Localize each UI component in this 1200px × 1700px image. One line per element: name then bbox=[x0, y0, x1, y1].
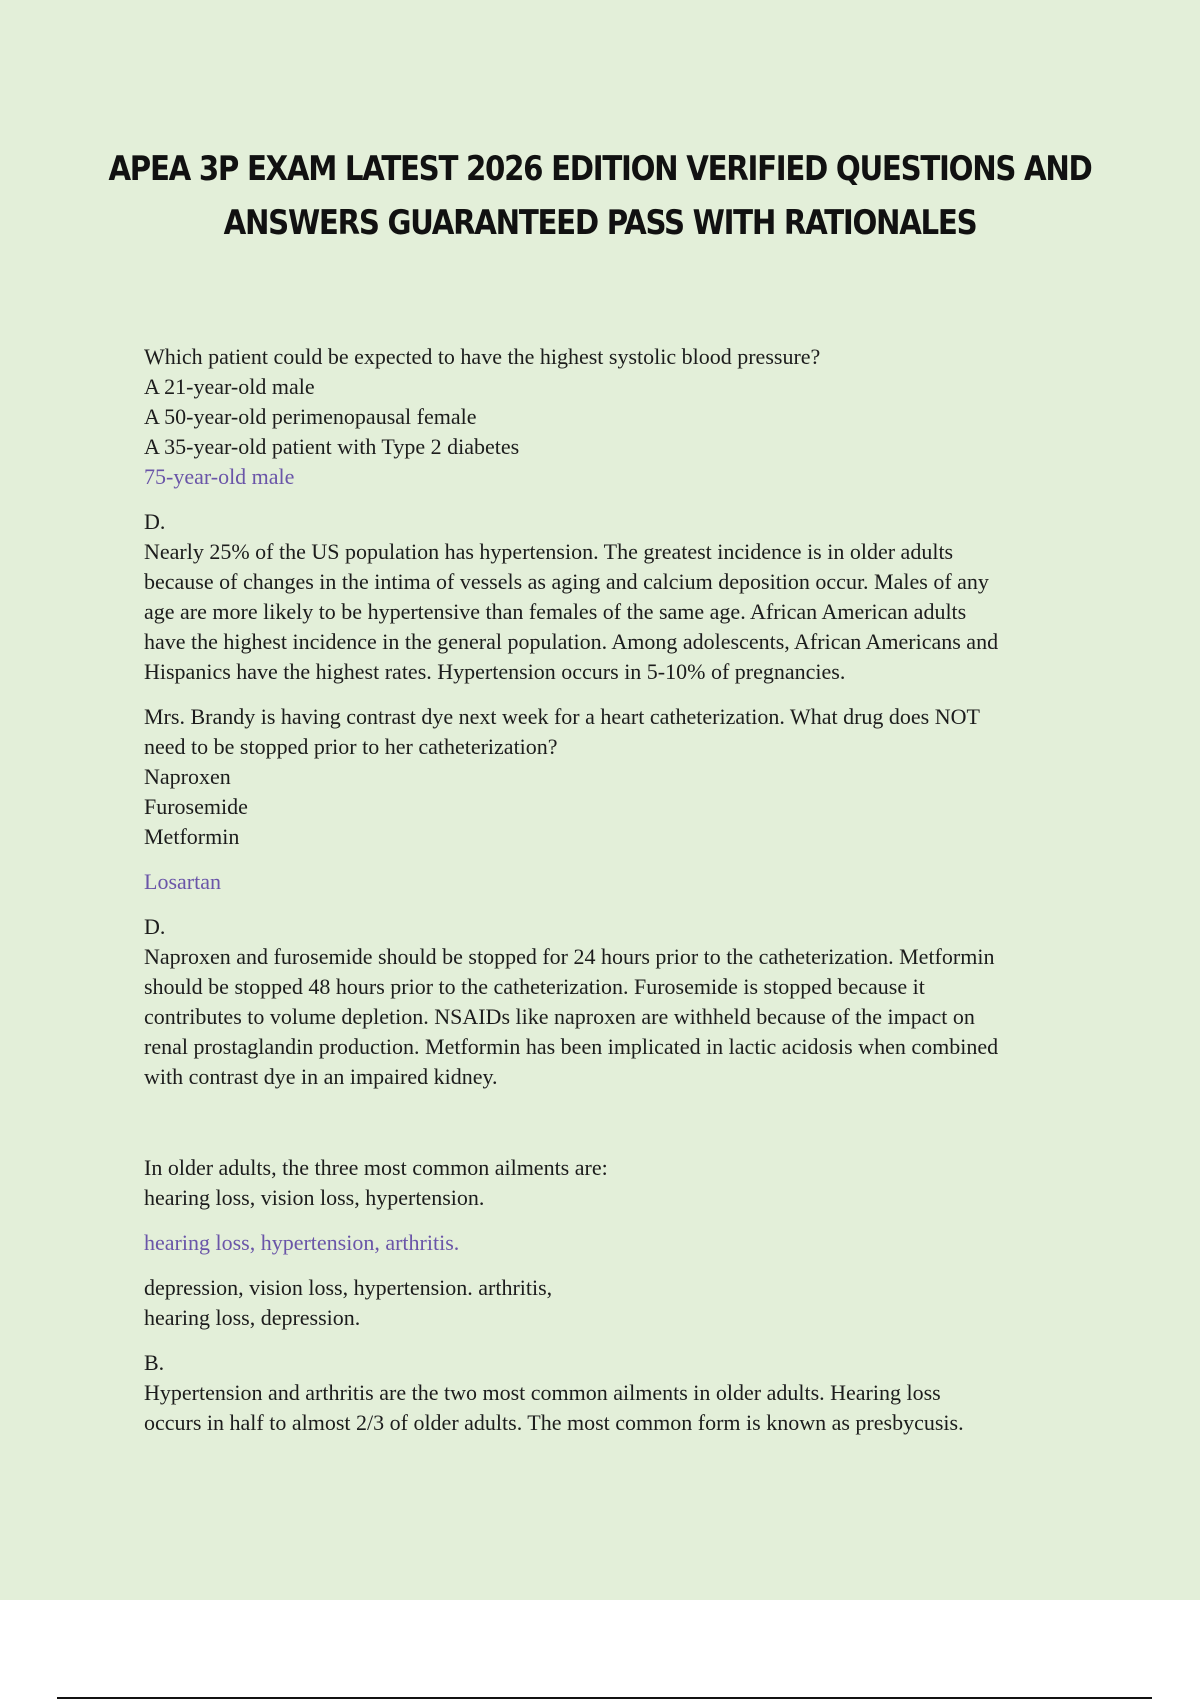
document-title bbox=[84, 142, 1116, 250]
option: hearing loss, depression. bbox=[144, 1305, 361, 1330]
rationale-line: Hypertension and arthritis are the two most common ailments in older adults. Hearing loss bbox=[144, 1380, 941, 1405]
question-2 bbox=[144, 702, 1094, 1092]
rationale bbox=[144, 1378, 1094, 1438]
question-text: In older adults, the three most common ailments are: bbox=[144, 1155, 608, 1180]
option: Furosemide bbox=[144, 794, 248, 819]
option: Naproxen bbox=[144, 764, 231, 789]
title-line-1: APEA 3P EXAM LATEST 2026 EDITION VERIFIED QUESTIONS AND bbox=[108, 149, 1092, 189]
option: A 50-year-old perimenopausal female bbox=[144, 404, 477, 429]
rationale-line: contributes to volume depletion. NSAIDs like naproxen are withheld because of the impact on bbox=[144, 1004, 975, 1029]
correct-option: hearing loss, hypertension, arthritis. bbox=[144, 1230, 460, 1255]
option: A 35-year-old patient with Type 2 diabetes bbox=[144, 434, 520, 459]
question-text: Mrs. Brandy is having contrast dye next week for a heart catheterization. What drug does NOT bbox=[144, 704, 980, 729]
footer-divider bbox=[57, 1697, 1152, 1699]
rationale-line: with contrast dye in an impaired kidney. bbox=[144, 1064, 498, 1089]
question-text: Which patient could be expected to have the highest systolic blood pressure? bbox=[144, 344, 821, 369]
correct-option: Losartan bbox=[144, 869, 221, 894]
option: A 21-year-old male bbox=[144, 374, 315, 399]
answer-letter: D. bbox=[144, 509, 166, 534]
option: hearing loss, vision loss, hypertension. bbox=[144, 1185, 485, 1210]
rationale-line: age are more likely to be hypertensive than females of the same age. African American adults bbox=[144, 599, 967, 624]
answer-letter: D. bbox=[144, 914, 166, 939]
title-line-2: ANSWERS GUARANTEED PASS WITH RATIONALES bbox=[223, 203, 977, 243]
option: depression, vision loss, hypertension. arthritis, bbox=[144, 1275, 553, 1300]
answer-letter: B. bbox=[144, 1350, 165, 1375]
rationale-line: Hispanics have the highest rates. Hypertension occurs in 5-10% of pregnancies. bbox=[144, 659, 846, 684]
question-1 bbox=[144, 342, 1094, 687]
correct-option: 75-year-old male bbox=[144, 464, 295, 489]
rationale-line: Nearly 25% of the US population has hypertension. The greatest incidence is in older adults bbox=[144, 539, 954, 564]
rationale-line: have the highest incidence in the general population. Among adolescents, African Americans and bbox=[144, 629, 999, 654]
rationale bbox=[144, 942, 1094, 1092]
option: Metformin bbox=[144, 824, 240, 849]
rationale bbox=[144, 537, 1094, 687]
rationale-line: because of changes in the intima of vessels as aging and calcium deposition occur. Males of any bbox=[144, 569, 989, 594]
rationale-line: should be stopped 48 hours prior to the catheterization. Furosemide is stopped because it bbox=[144, 974, 925, 999]
document-body bbox=[144, 342, 1094, 1438]
question-3 bbox=[144, 1153, 1094, 1438]
rationale-line: Naproxen and furosemide should be stopped for 24 hours prior to the catheterization. Metformin bbox=[144, 944, 995, 969]
question-text: need to be stopped prior to her catheterization? bbox=[144, 734, 558, 759]
rationale-line: occurs in half to almost 2/3 of older adults. The most common form is known as presbycusis. bbox=[144, 1410, 964, 1435]
rationale-line: renal prostaglandin production. Metformin has been implicated in lactic acidosis when combined bbox=[144, 1034, 999, 1059]
